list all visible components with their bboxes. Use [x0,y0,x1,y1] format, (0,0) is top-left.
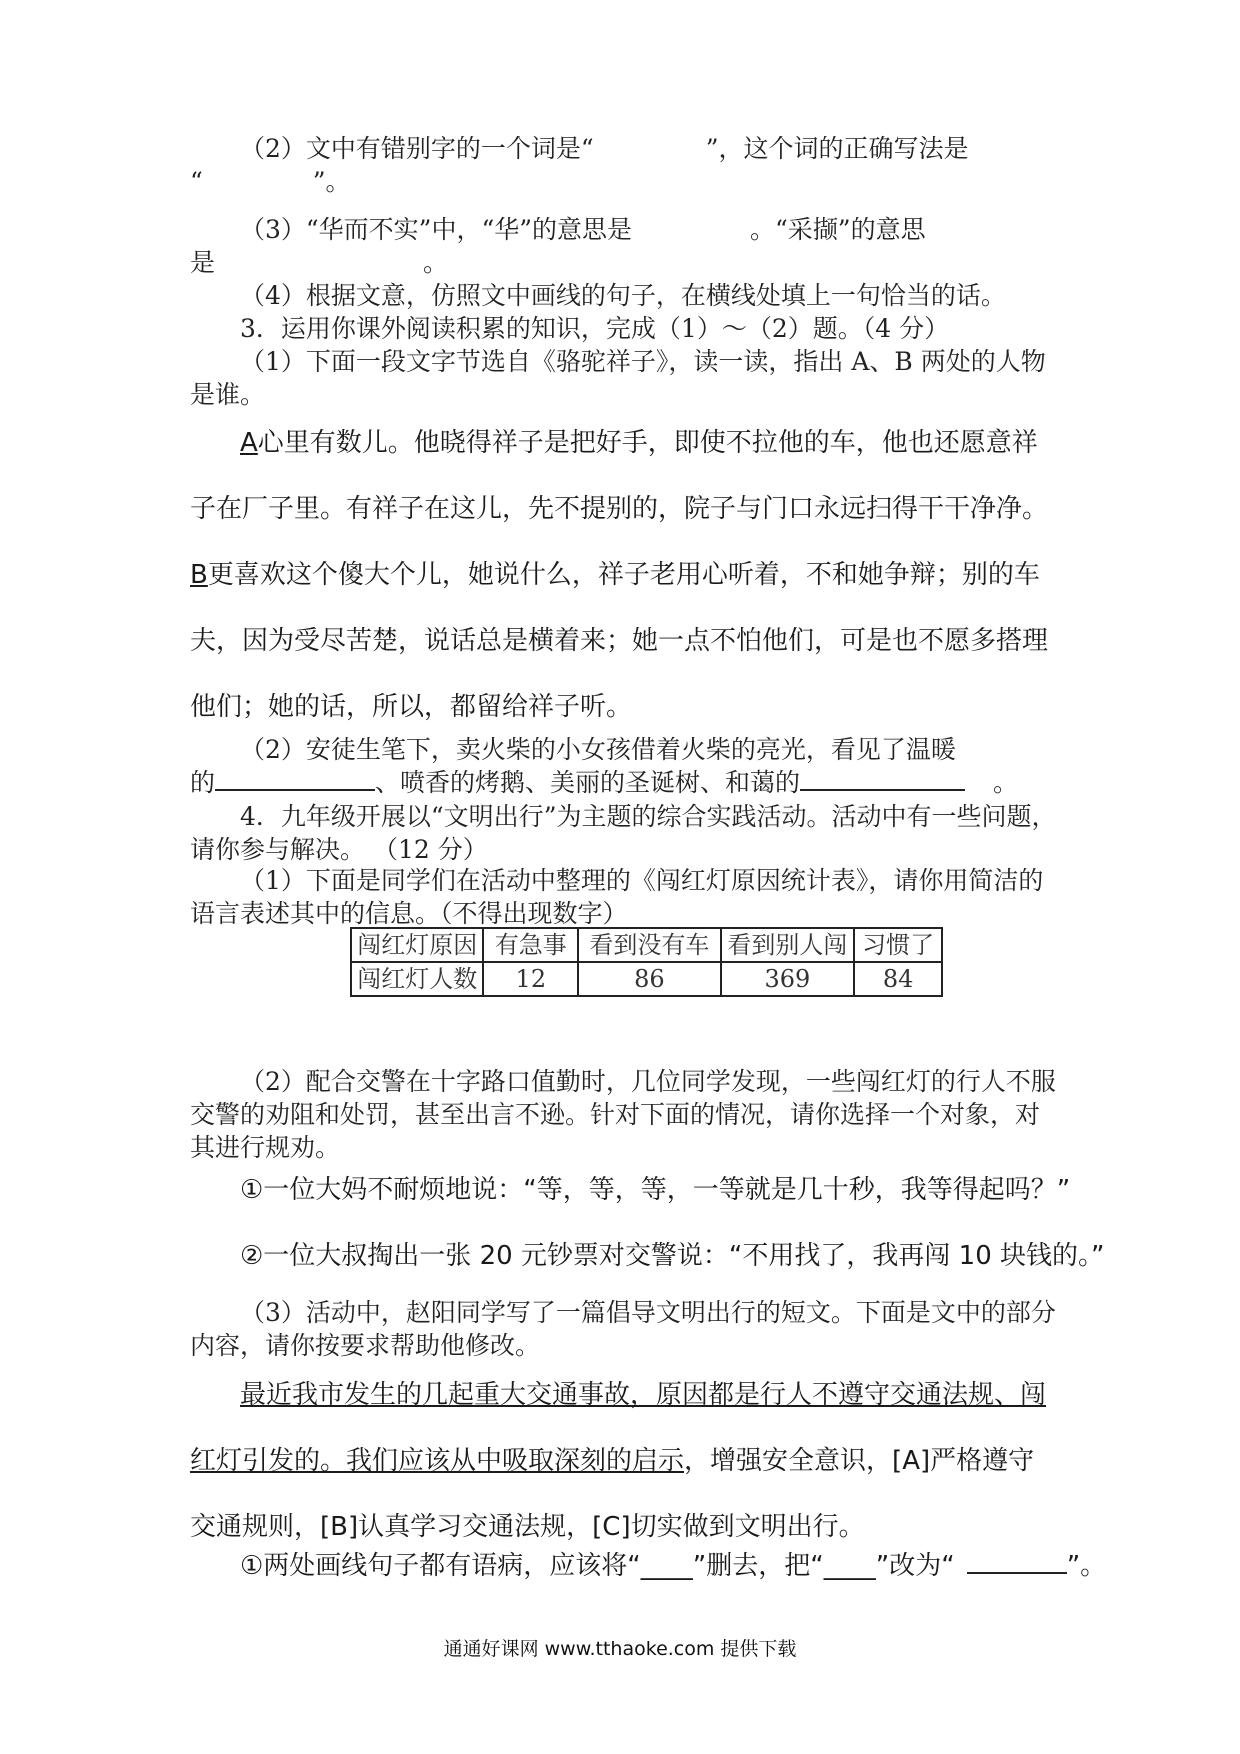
table-cell: 86 [578,962,720,996]
table-header-cell: 闯红灯原因 [351,928,483,962]
table-cell: 12 [483,962,578,996]
table-row [351,928,942,962]
q3-passage: A心里有数儿。他晓得祥子是把好手，即使不拉他的车，他也还愿意祥子在厂子里。有祥子在这儿，先不提别的，院子与门口永远扫得干干净净。B更喜欢这个傻大个儿，她说什么，祥子老用心听着，不和她争辩；别的车夫，因为受尽苦楚，说话总是横着来；她一点不怕他们，可是也不愿多搭理他们；她的话，所以，都留给祥子听。 [190,428,1049,722]
q4-sub1: ①两处画线句子都有语病，应该将“____”删去，把“____”改为“ ”。 [240,1551,1107,1581]
table-header-cell: 习惯了 [854,928,942,962]
q2-item2: （2）文中有错别字的一个词是“ ”，这个词的正确写法是 “ ”。 [190,134,969,196]
red-light-stats-table [350,927,943,997]
q4-item2: （2）配合交警在十字路口值勤时，几位同学发现，一些闯红灯的行人不服交警的劝阻和处罚，甚至出言不逊。针对下面的情况，请你选择一个对象，对其进行规劝。 [190,1067,1056,1162]
underlined-sentence: 我们应该从中吸取深刻的启示 [346,1446,685,1476]
table-row [351,962,942,996]
table-cell: 闯红灯人数 [351,962,483,996]
q3-label-b: B [190,560,208,590]
table-cell: 84 [854,962,942,996]
q2-item4: （4）根据文意，仿照文中画线的句子，在横线处填上一句恰当的话。 [240,281,1006,310]
table-header-cell: 看到别人闯 [721,928,855,962]
table-cell: 369 [721,962,855,996]
q3-label-a: A [240,428,258,458]
table-header-cell: 看到没有车 [578,928,720,962]
q3-item1: （1）下面一段文字节选自《骆驼祥子》，读一读，指出 A、B 两处的人物是谁。 [190,347,1046,409]
q2-item3: （3）“华而不实”中，“华”的意思是 。“采撷”的意思 是 。 [190,215,926,277]
table-header-cell: 有急事 [483,928,578,962]
q4-case2: ②一位大叔掏出一张 20 元钞票对交警说：“不用找了，我再闯 10 块钱的。” [240,1241,1105,1271]
q4-item3: （3）活动中，赵阳同学写了一篇倡导文明出行的短文。下面是文中的部分内容，请你按要求帮助他修改。 [190,1298,1056,1360]
underlined-sentence: 最近我市发生的几起重大交通事故，原因都是行人不遵守交通法规、闯红灯引发的。 [190,1380,1047,1476]
page-footer: 通通好课网 www.tthaoke.com 提供下载 [443,1638,797,1660]
q3-item2: （2）安徒生笔下，卖火柴的小女孩借着火柴的亮光，看见了温暖 的 、喷香的烤鹅、美丽的圣诞树、和蔼的 。 [190,735,1019,797]
q4-item1: （1）下面是同学们在活动中整理的《闯红灯原因统计表》，请你用简洁的语言表述其中的信息。（不得出现数字） [190,866,1044,928]
blank-line [215,767,375,791]
q3-title: 3．运用你课外阅读积累的知识，完成（1）～（2）题。（4 分） [240,314,950,343]
blank-line [800,767,965,791]
q4-case1: ①一位大妈不耐烦地说：“等，等，等，一等就是几十秒，我等得起吗？” [240,1175,1071,1205]
q4-title: 4．九年级开展以“文明出行”为主题的综合实践活动。活动中有一些问题，请你参与解决。 （12 分） [190,802,1057,864]
q4-passage: 最近我市发生的几起重大交通事故，原因都是行人不遵守交通法规、闯红灯引发的。我们应该从中吸取深刻的启示，增强安全意识，[A]严格遵守交通规则，[B]认真学习交通法规，[C]切实做到文明出行。 [190,1380,1047,1542]
blank-line [967,1550,1067,1574]
